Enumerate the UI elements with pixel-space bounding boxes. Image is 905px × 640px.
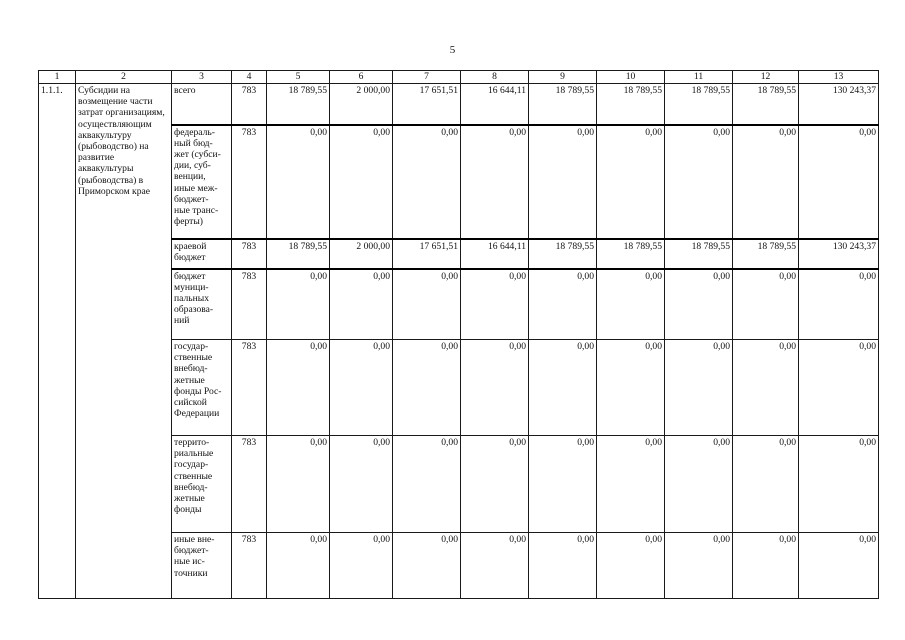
- amount-cell-col-12: 0,00: [733, 340, 799, 436]
- amount-cell-col-13: 0,00: [799, 269, 879, 340]
- budget-code: 783: [232, 533, 267, 599]
- amount-cell-col-10: 0,00: [597, 269, 665, 340]
- column-header-13: 13: [799, 71, 879, 84]
- amount-cell-col-8: 16 644,11: [461, 84, 529, 125]
- budget-code: 783: [232, 125, 267, 239]
- amount-cell-col-7: 17 651,51: [393, 239, 461, 269]
- amount-cell-col-5: 18 789,55: [267, 84, 330, 125]
- amount-cell-col-11: 0,00: [665, 125, 733, 239]
- budget-code: 783: [232, 269, 267, 340]
- amount-cell-col-6: 0,00: [330, 125, 393, 239]
- amount-cell-col-12: 0,00: [733, 125, 799, 239]
- amount-cell-col-5: 18 789,55: [267, 239, 330, 269]
- amount-cell-col-9: 0,00: [529, 436, 597, 533]
- funding-source-label: террито- риальные государ- ственные внебюд- жетные фонды: [174, 437, 214, 516]
- funding-source: [172, 125, 232, 239]
- amount-cell-col-13: 0,00: [799, 125, 879, 239]
- funding-source-label: государ- ственные внебюд- жетные фонды Рос- сийской Федерации: [174, 341, 222, 420]
- funding-source: [172, 239, 232, 269]
- amount-cell-col-10: 18 789,55: [597, 84, 665, 125]
- amount-cell-col-7: 17 651,51: [393, 84, 461, 125]
- amount-cell-col-5: 0,00: [267, 269, 330, 340]
- column-header-6: 6: [330, 71, 393, 84]
- amount-cell-col-5: 0,00: [267, 436, 330, 533]
- amount-cell-col-7: 0,00: [393, 125, 461, 239]
- funding-source-label: федераль- ный бюд- жет (субси- дии, суб- венции, иные меж- бюджет- ные транс- ферты): [174, 126, 221, 228]
- amount-cell-col-6: 0,00: [330, 436, 393, 533]
- amount-cell-col-8: 0,00: [461, 533, 529, 599]
- budget-table: [38, 70, 879, 599]
- column-header-3: 3: [172, 71, 232, 84]
- column-header-9: 9: [529, 71, 597, 84]
- amount-cell-col-8: 0,00: [461, 340, 529, 436]
- funding-source-label: всего: [174, 85, 196, 96]
- amount-cell-col-12: 0,00: [733, 533, 799, 599]
- amount-cell-col-7: 0,00: [393, 436, 461, 533]
- amount-cell-col-11: 0,00: [665, 269, 733, 340]
- funding-source-label: бюджет муници- пальных образова- ний: [174, 270, 214, 327]
- amount-cell-col-12: 0,00: [733, 436, 799, 533]
- page-number: 5: [449, 44, 456, 56]
- column-header-2: 2: [76, 71, 172, 84]
- amount-cell-col-9: 18 789,55: [529, 239, 597, 269]
- amount-cell-col-9: 18 789,55: [529, 84, 597, 125]
- amount-cell-col-10: 0,00: [597, 125, 665, 239]
- amount-cell-col-9: 0,00: [529, 533, 597, 599]
- column-header-12: 12: [733, 71, 799, 84]
- column-header-10: 10: [597, 71, 665, 84]
- funding-source: [172, 533, 232, 599]
- budget-code: 783: [232, 340, 267, 436]
- amount-cell-col-6: 0,00: [330, 340, 393, 436]
- amount-cell-col-10: 18 789,55: [597, 239, 665, 269]
- column-header-8: 8: [461, 71, 529, 84]
- amount-cell-col-5: 0,00: [267, 340, 330, 436]
- amount-cell-col-12: 18 789,55: [733, 84, 799, 125]
- amount-cell-col-8: 0,00: [461, 436, 529, 533]
- funding-source-label: иные вне- бюджет- ные ис- точники: [174, 534, 215, 579]
- amount-cell-col-13: 0,00: [799, 340, 879, 436]
- column-header-4: 4: [232, 71, 267, 84]
- amount-cell-col-6: 2 000,00: [330, 84, 393, 125]
- column-header-11: 11: [665, 71, 733, 84]
- column-header-7: 7: [393, 71, 461, 84]
- amount-cell-col-8: 0,00: [461, 269, 529, 340]
- amount-cell-col-9: 0,00: [529, 125, 597, 239]
- amount-cell-col-10: 0,00: [597, 533, 665, 599]
- funding-source-label: краевой бюджет: [174, 240, 207, 263]
- amount-cell-col-6: 2 000,00: [330, 239, 393, 269]
- amount-cell-col-11: 0,00: [665, 436, 733, 533]
- amount-cell-col-9: 0,00: [529, 269, 597, 340]
- funding-source: [172, 84, 232, 125]
- amount-cell-col-5: 0,00: [267, 125, 330, 239]
- table-row: [39, 84, 879, 125]
- amount-cell-col-13: 130 243,37: [799, 84, 879, 125]
- column-header-5: 5: [267, 71, 330, 84]
- amount-cell-col-11: 0,00: [665, 533, 733, 599]
- table-body: [39, 71, 879, 599]
- amount-cell-col-8: 0,00: [461, 125, 529, 239]
- funding-source: [172, 340, 232, 436]
- amount-cell-col-5: 0,00: [267, 533, 330, 599]
- amount-cell-col-7: 0,00: [393, 269, 461, 340]
- amount-cell-col-10: 0,00: [597, 436, 665, 533]
- amount-cell-col-6: 0,00: [330, 533, 393, 599]
- amount-cell-col-13: 0,00: [799, 436, 879, 533]
- amount-cell-col-13: 130 243,37: [799, 239, 879, 269]
- amount-cell-col-9: 0,00: [529, 340, 597, 436]
- amount-cell-col-6: 0,00: [330, 269, 393, 340]
- amount-cell-col-11: 18 789,55: [665, 84, 733, 125]
- funding-source: [172, 436, 232, 533]
- funding-source: [172, 269, 232, 340]
- amount-cell-col-13: 0,00: [799, 533, 879, 599]
- amount-cell-col-12: 18 789,55: [733, 239, 799, 269]
- budget-code: 783: [232, 436, 267, 533]
- amount-cell-col-12: 0,00: [733, 269, 799, 340]
- budget-code: 783: [232, 239, 267, 269]
- amount-cell-col-11: 0,00: [665, 340, 733, 436]
- item-number: 1.1.1.: [39, 84, 76, 599]
- amount-cell-col-11: 18 789,55: [665, 239, 733, 269]
- item-description: Субсидии на возмещение части затрат организациям, осуществляющим аквакультуру (рыбоводство) на развитие аквакультуры (рыбоводства) в Приморском крае: [76, 84, 172, 599]
- header-row: [39, 71, 879, 84]
- column-header-1: 1: [39, 71, 76, 84]
- amount-cell-col-8: 16 644,11: [461, 239, 529, 269]
- amount-cell-col-7: 0,00: [393, 533, 461, 599]
- budget-code: 783: [232, 84, 267, 125]
- amount-cell-col-10: 0,00: [597, 340, 665, 436]
- amount-cell-col-7: 0,00: [393, 340, 461, 436]
